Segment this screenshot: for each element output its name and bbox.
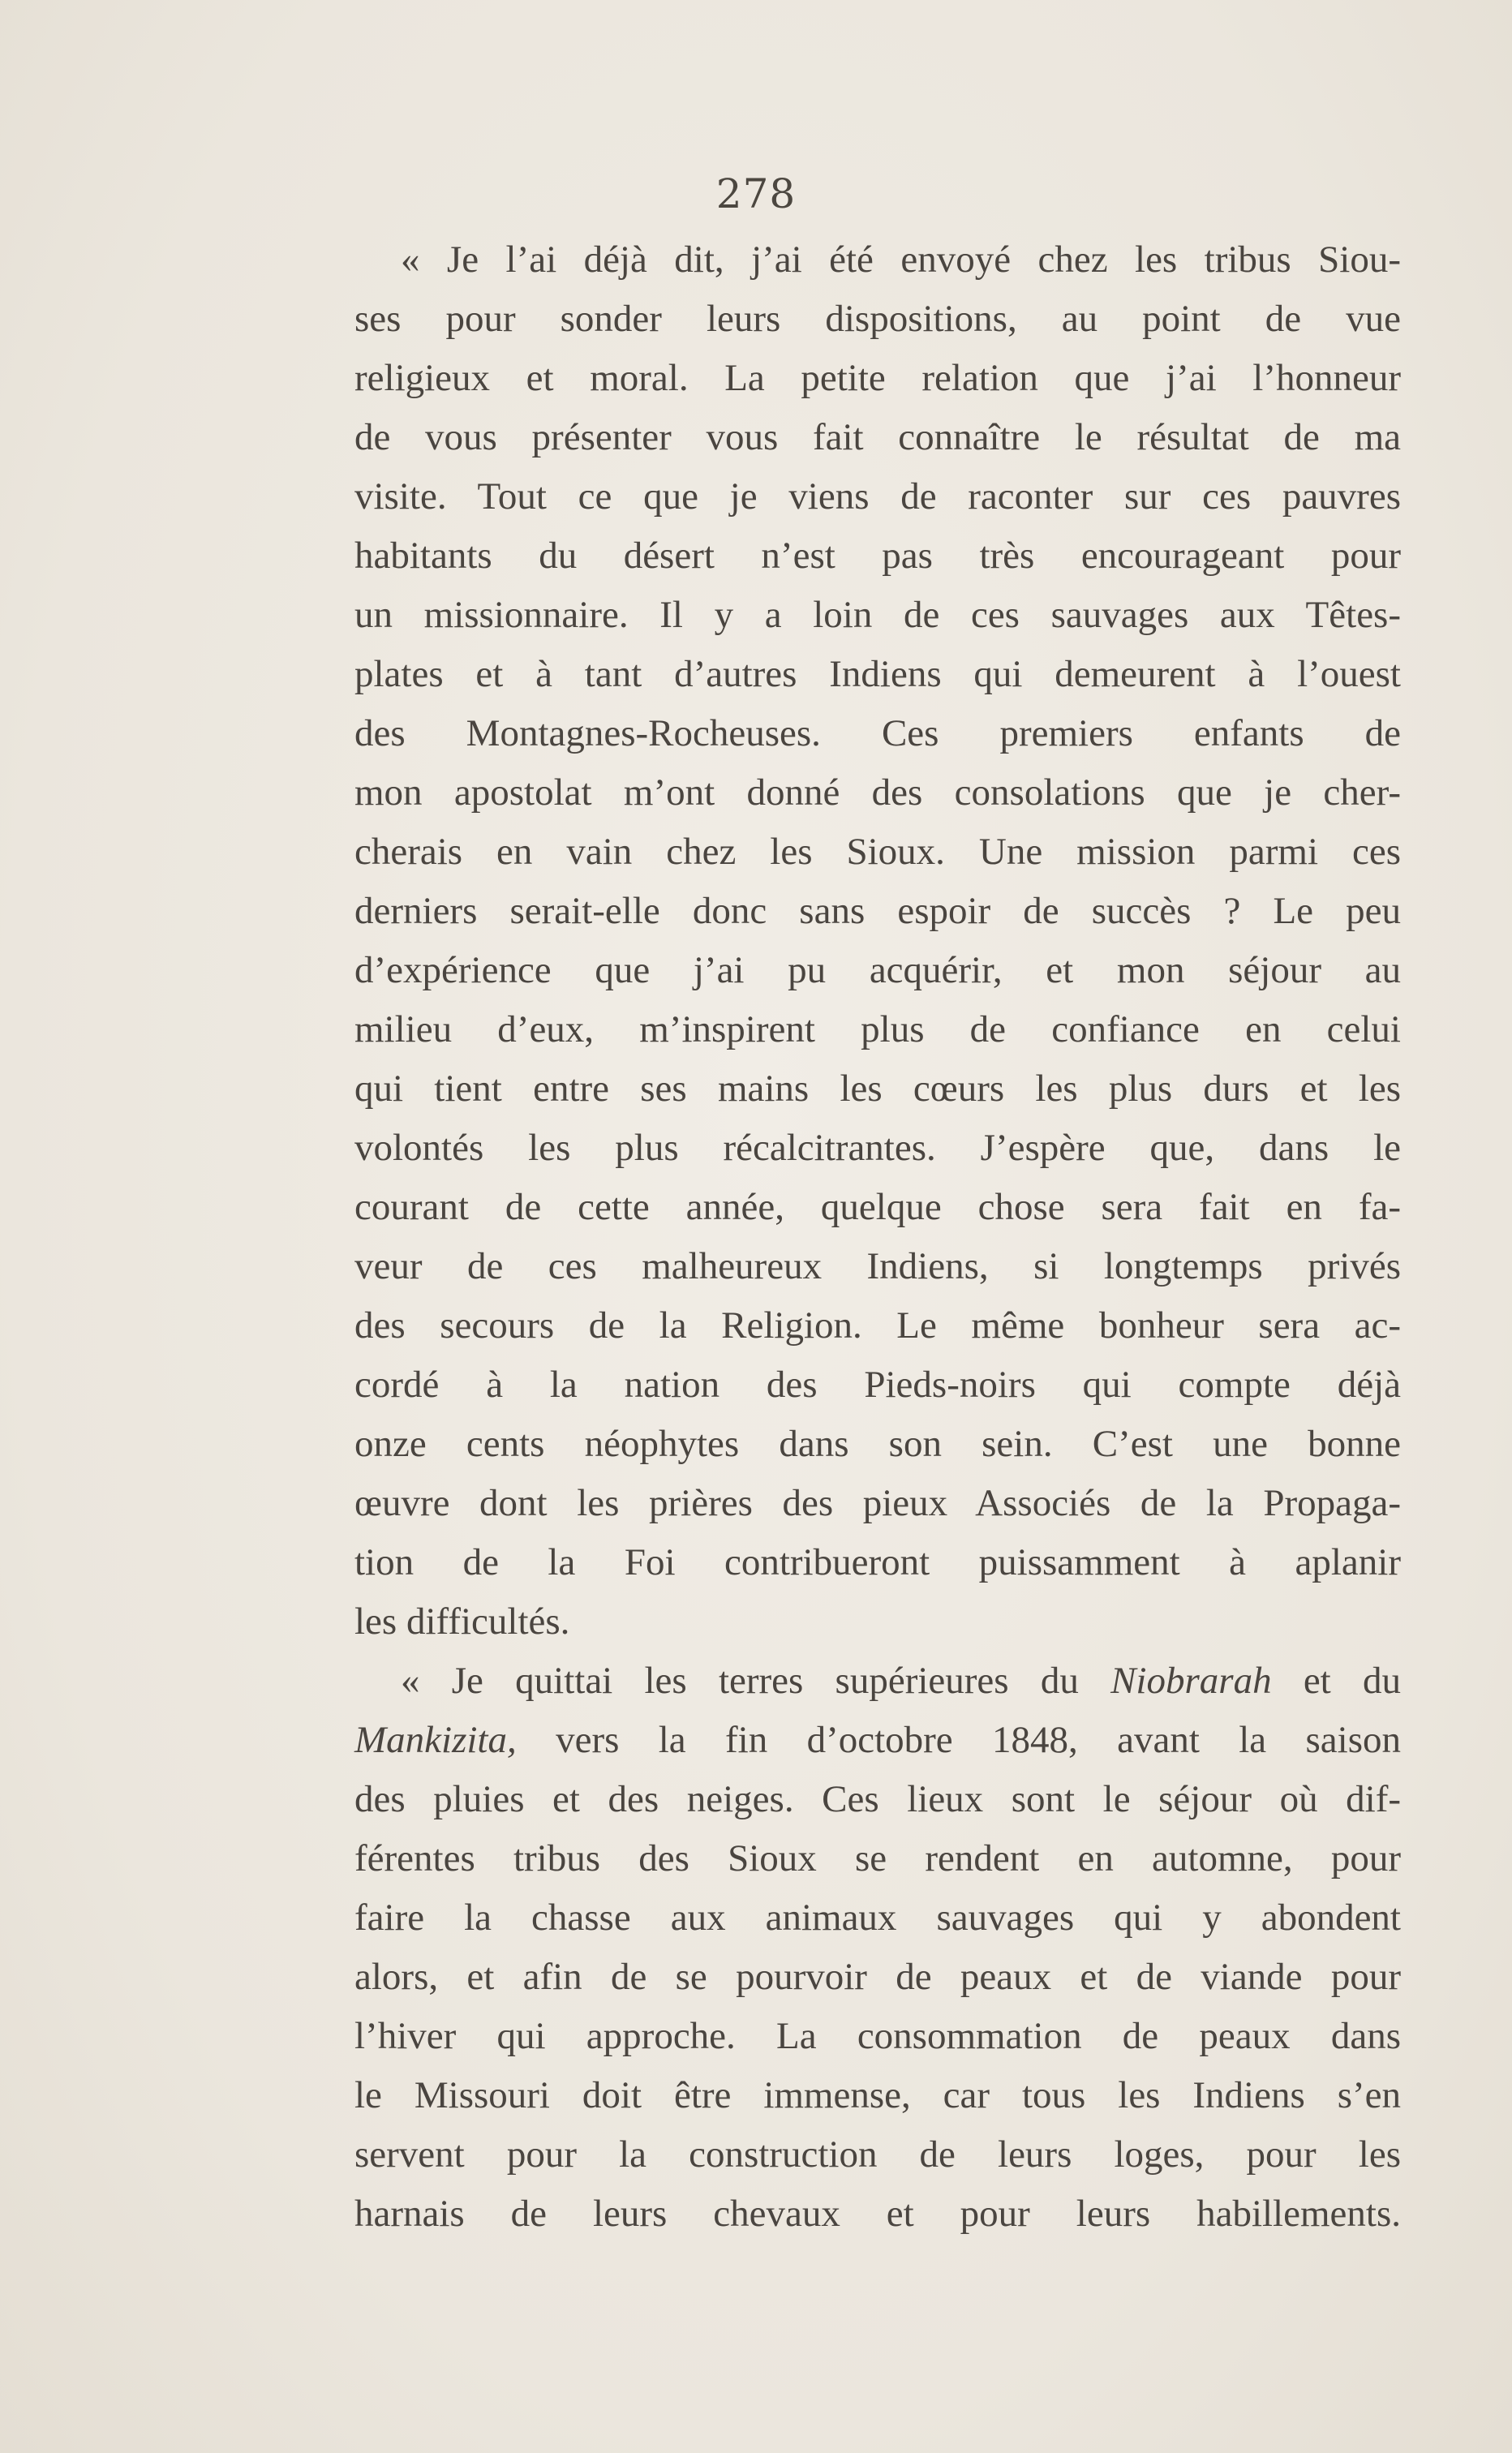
text-line: onze cents néophytes dans son sein. C’est une bonne — [354, 1423, 1401, 1465]
text-line: « Je l’ai déjà dit, j’ai été envoyé chez les tribus Siou- — [401, 238, 1401, 281]
text-line: le Missouri doit être immense, car tous les Indiens s’en — [354, 2074, 1401, 2116]
text-line: œuvre dont les prières des pieux Associés de la Propaga- — [354, 1482, 1401, 1524]
text-line — [354, 1711, 1401, 1770]
text-line — [354, 1652, 1401, 1711]
text-line: religieux et moral. La petite relation que j’ai l’honneur — [354, 357, 1401, 399]
text-line: qui tient entre ses mains les cœurs les plus durs et les — [354, 1068, 1401, 1110]
text-fragment: « Je quittai les terres supérieures du — [401, 1660, 1111, 1702]
place-name-niobrarah: Niobrarah — [1110, 1660, 1272, 1702]
text-line: courant de cette année, quelque chose sera fait en fa- — [354, 1186, 1401, 1228]
text-line: cordé à la nation des Pieds-noirs qui compte déjà — [354, 1364, 1401, 1406]
text-line: l’hiver qui approche. La consommation de peaux dans — [354, 2015, 1401, 2057]
text-line: des secours de la Religion. Le même bonheur sera ac- — [354, 1304, 1401, 1347]
text-line: les difficultés. — [354, 1600, 570, 1643]
text-line: servent pour la construction de leurs loges, pour les — [354, 2133, 1401, 2176]
page-text — [354, 230, 1401, 2244]
text-line: mon apostolat m’ont donné des consolations que je cher- — [354, 771, 1401, 814]
text-line: habitants du désert n’est pas très encourageant pour — [354, 535, 1401, 577]
text-line: de vous présenter vous fait connaître le résultat de ma — [354, 416, 1401, 458]
text-line: férentes tribus des Sioux se rendent en automne, pour — [354, 1837, 1401, 1879]
text-line: faire la chasse aux animaux sauvages qui y abondent — [354, 1897, 1401, 1939]
text-line: un missionnaire. Il y a loin de ces sauvages aux Têtes- — [354, 594, 1401, 636]
text-line: cherais en vain chez les Sioux. Une mission parmi ces — [354, 831, 1401, 873]
text-line: veur de ces malheureux Indiens, si longtemps privés — [354, 1245, 1401, 1287]
text-line: d’expérience que j’ai pu acquérir, et mon séjour au — [354, 949, 1401, 991]
text-line: visite. Tout ce que je viens de raconter sur ces pauvres — [354, 475, 1401, 518]
paragraph-1 — [354, 230, 1401, 1652]
text-line: alors, et afin de se pourvoir de peaux et de viande pour — [354, 1956, 1401, 1998]
text-line: ses pour sonder leurs dispositions, au point de vue — [354, 298, 1401, 340]
paragraph-2 — [354, 1652, 1401, 2244]
text-line: des pluies et des neiges. Ces lieux sont le séjour où dif- — [354, 1778, 1401, 1820]
text-fragment: et du — [1271, 1660, 1401, 1702]
text-fragment: vers la fin d’octobre 1848, avant la saison — [516, 1719, 1401, 1761]
text-line: harnais de leurs chevaux et pour leurs habillements. — [354, 2193, 1401, 2235]
page-number: 278 — [715, 170, 797, 217]
text-line: derniers serait-elle donc sans espoir de succès ? Le peu — [354, 890, 1401, 932]
text-line: milieu d’eux, m’inspirent plus de confiance en celui — [354, 1008, 1401, 1050]
text-line: des Montagnes-Rocheuses. Ces premiers enfants de — [354, 712, 1401, 754]
text-line: volontés les plus récalcitrantes. J’espère que, dans le — [354, 1127, 1401, 1169]
place-name-mankizita: Mankizita, — [354, 1719, 517, 1761]
text-line: tion de la Foi contribueront puissamment à aplanir — [354, 1541, 1401, 1583]
text-line: plates et à tant d’autres Indiens qui demeurent à l’ouest — [354, 653, 1401, 695]
